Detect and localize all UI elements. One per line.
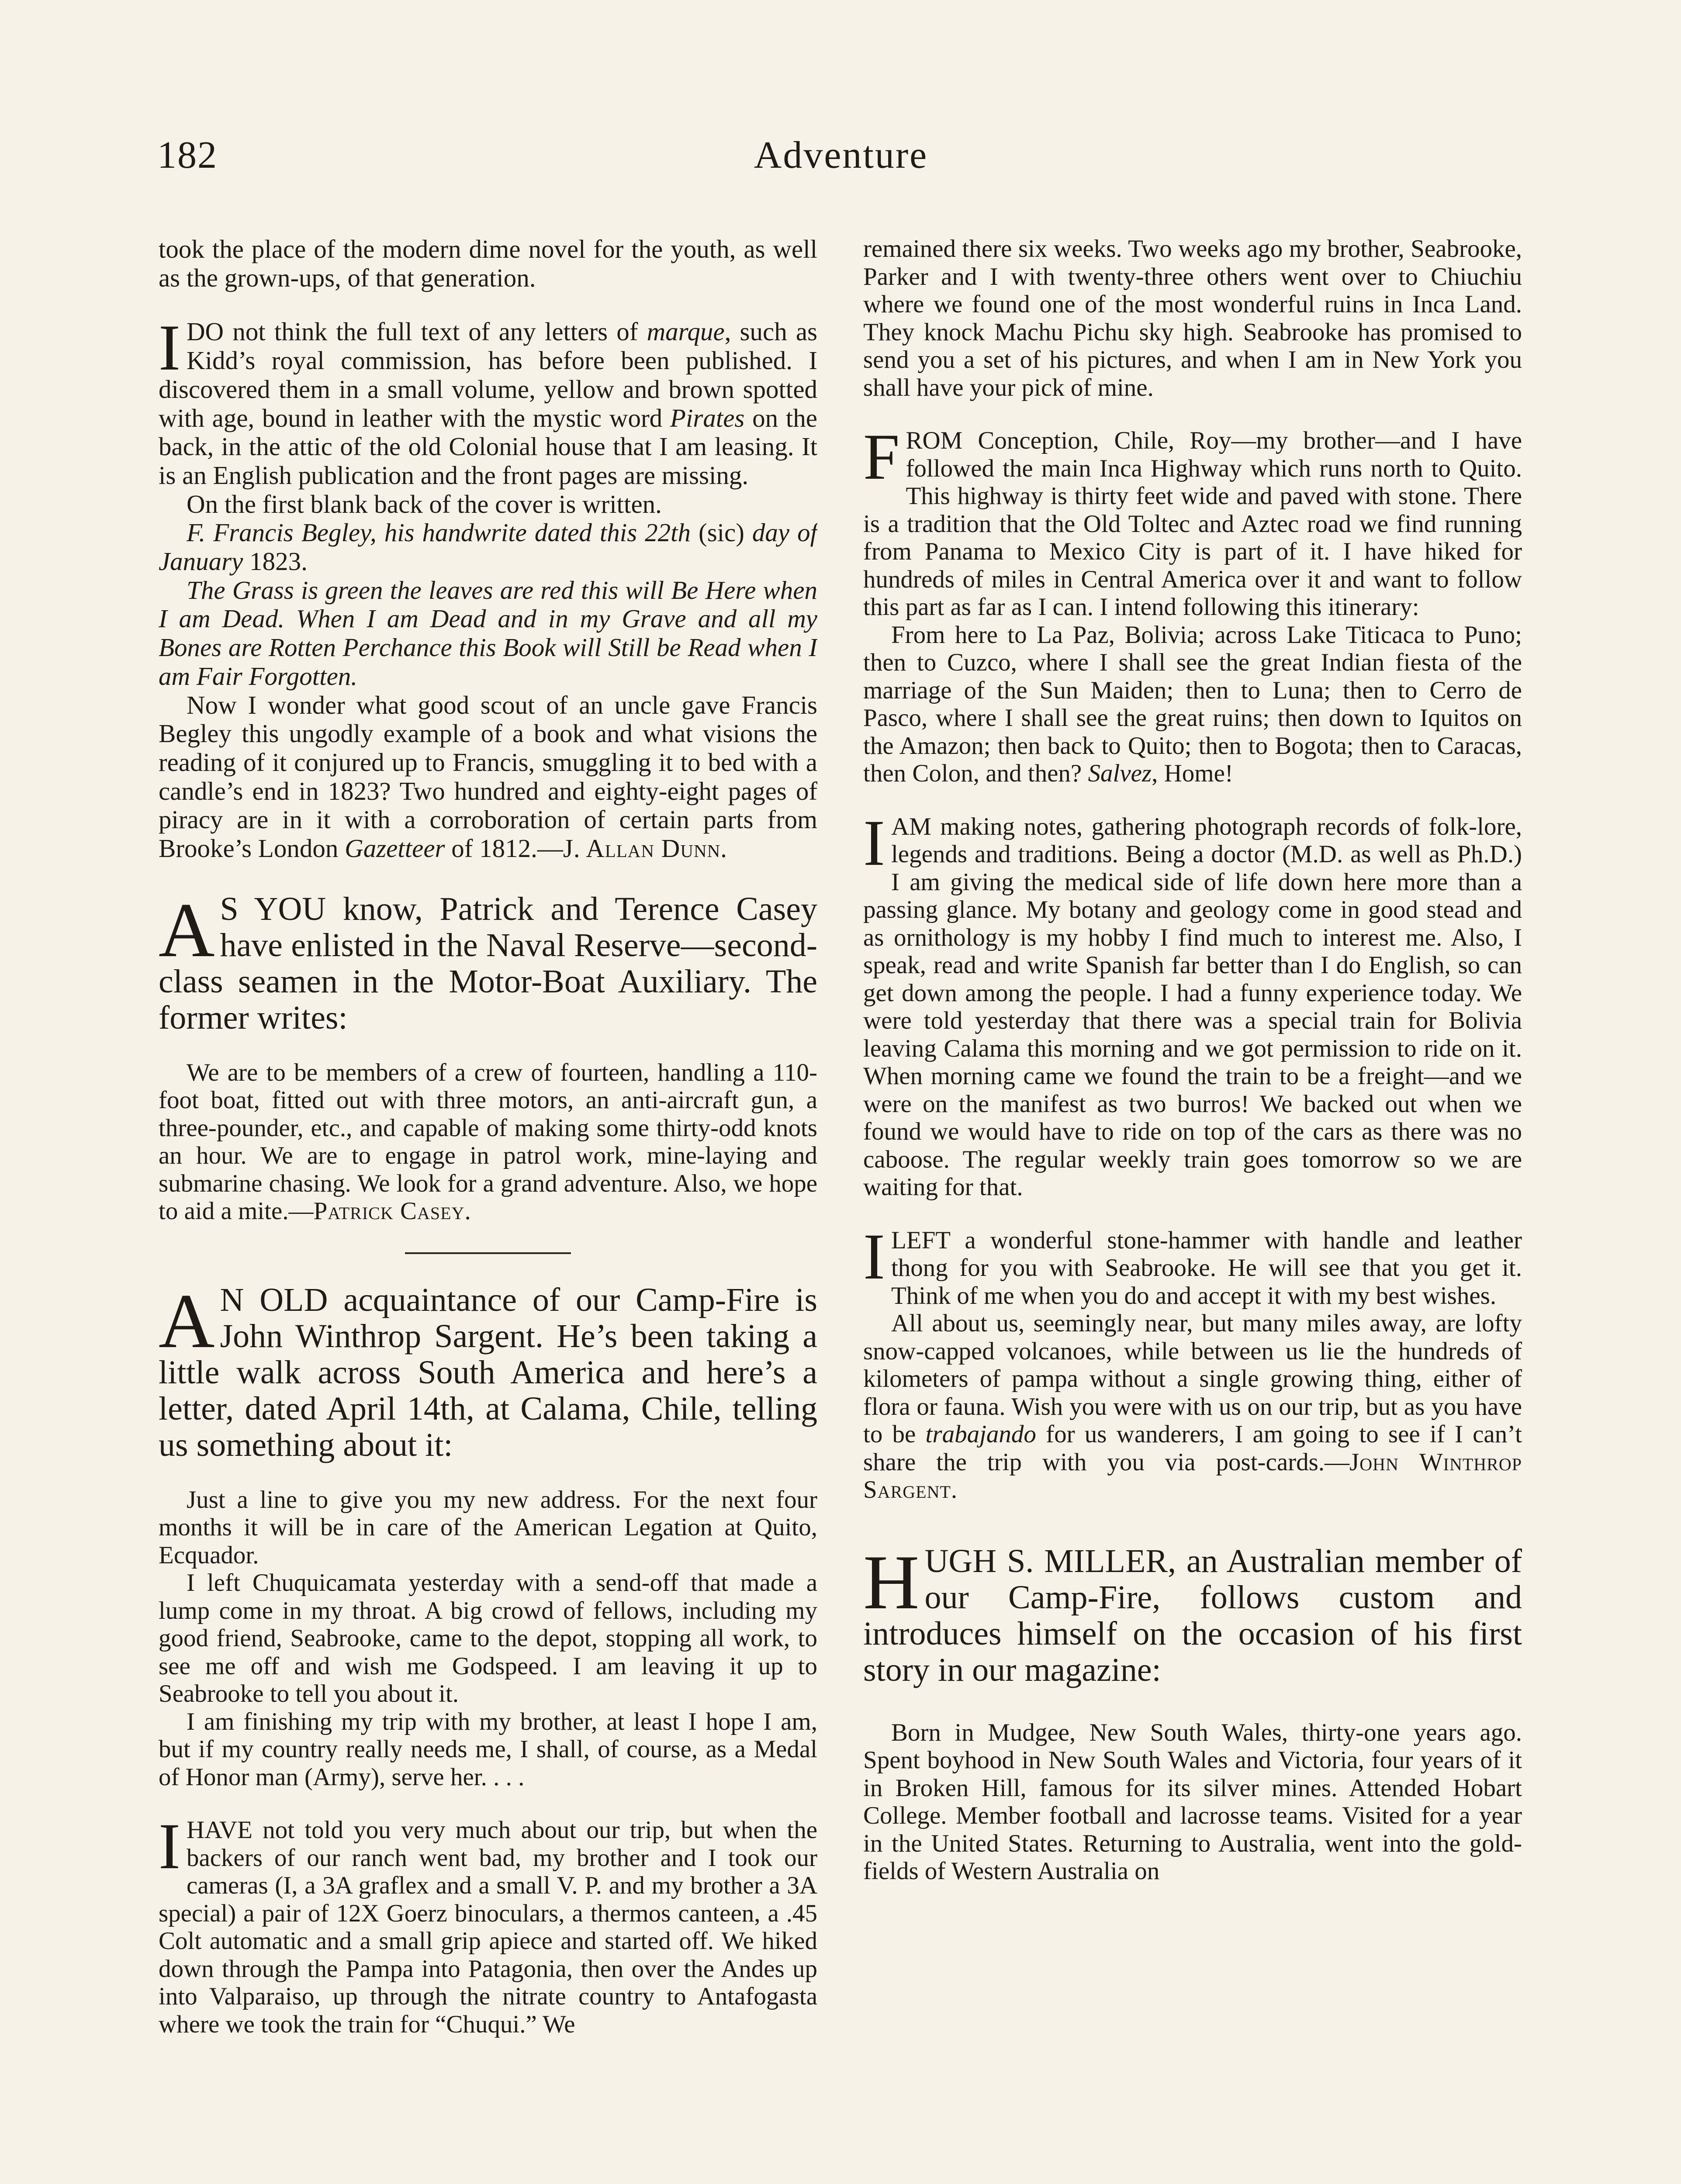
right-column xyxy=(863,235,1522,2184)
paragraph: I am finishing my trip with my brother, at least I hope I am, but if my country really needs me, I shall, of course, as a Medal of Honor man (Army), serve her. . . . xyxy=(159,1707,817,1791)
letter-block xyxy=(863,235,1522,1504)
paragraph: The Grass is green the leaves are red this will Be Here when I am Dead. When I am Dead and in my Grave and all my Bones are Rotten Perchance this Book will Still be Read when I am Fair Forgotten. xyxy=(159,575,817,691)
signature: Patrick Casey. xyxy=(313,1197,471,1225)
section-lead: HUGH S. MILLER, an Australian member of our Camp-Fire, follows custom and introduces himself on the occasion of his first story in our magazine: xyxy=(863,1538,1522,1688)
letter-block xyxy=(159,1486,817,2039)
signature: John Winthrop Sargent. xyxy=(863,1448,1522,1503)
paragraph: F. Francis Begley, his handwrite dated this 22th (sic) day of January 1823. xyxy=(159,518,817,576)
divider-rule xyxy=(405,1252,571,1254)
paragraph: IAM making notes, gathering photograph records of folk-lore, legends and traditions. Being a doctor (M.D. as well as Ph.D.) I am giving the medical side of life down here more than a passing glance. My botany and geology come in good stead and as ornithology is my hobby I find much to interest me. Also, I speak, read and write Spanish far better than I do English, so can get down among the people. I had a funny experience today. We were told yesterday that there was a special train for Bolivia leaving Calama this morning and we got permission to ride on it. When morning came we found the train to be a freight—and we were on the manifest as two burros! We backed out when we found we would have to ride on top of the cars as there was no caboose. The regular weekly train goes tomorrow so we are waiting for that. xyxy=(863,806,1522,1201)
left-column xyxy=(159,235,817,2184)
signature: J. Allan Dunn. xyxy=(563,834,727,863)
paragraph: Just a line to give you my new address. For the next four months it will be in care of the American Legation at Quito, Ecquador. xyxy=(159,1486,817,1569)
paragraph: ILEFT a wonderful stone-hammer with handle and leather thong for you with Seabrooke. He will see that you get it. Think of me when you do and accept it with my best wishes. xyxy=(863,1220,1522,1310)
paragraph: From here to La Paz, Bolivia; across Lake Titicaca to Puno; then to Cuzco, where I shall see the great Indian fiesta of the marriage of the Sun Maiden; then to Luna; then to Cerro de Pasco, where I shall see the great ruins; then down to Iquitos on the Amazon; then back to Quito; then to Bogota; then to Caracas, then Colon, and then? Salvez, Home! xyxy=(863,621,1522,787)
letter-block xyxy=(159,1059,817,1225)
paragraph: Born in Mudgee, New South Wales, thirty-one years ago. Spent boyhood in New South Wales and Victoria, four years of it in Broken Hill, famous for its silver mines. Attended Hobart College. Member football and lacrosse teams. Visited for a year in the United States. Returning to Australia, went into the gold-fields of Western Australia on xyxy=(863,1718,1522,1885)
paragraph: remained there six weeks. Two weeks ago my brother, Seabrooke, Parker and I with twenty-three others went over to Chiuchiu where we found one of the most wonderful ruins in Inca Land. They knock Machu Pichu sky high. Seabrooke has promised to send you a set of his pictures, and when I am in New York you shall have your pick of mine. xyxy=(863,235,1522,401)
paragraph: We are to be members of a crew of fourteen, handling a 110-foot boat, fitted out with three motors, an anti-aircraft gun, a three-pounder, etc., and capable of making some thirty-odd knots an hour. We are to engage in patrol work, mine-laying and submarine chasing. We look for a grand adventure. Also, we hope to aid a mite.—Patrick Casey. xyxy=(159,1058,817,1225)
paragraph: took the place of the modern dime novel for the youth, as well as the grown-ups, of that generation. xyxy=(159,235,817,292)
paragraph: Now I wonder what good scout of an uncle gave Francis Begley this ungodly example of a book and what visions the reading of it conjured up to Francis, smuggling it to bed with a candle’s end in 1823? Two hundred and eighty-eight pages of piracy are in it with a corroboration of certain parts from Brooke’s London Gazetteer of 1812.—J. Allan Dunn. xyxy=(159,690,817,863)
page-number: 182 xyxy=(157,134,218,176)
letter-block xyxy=(863,1719,1522,1885)
section-lead: AS YOU know, Patrick and Terence Casey have enlisted in the Naval Reserve—second-class seamen in the Motor-Boat Auxiliary. The former writes: xyxy=(159,886,817,1036)
paragraph: All about us, seemingly near, but many miles away, are lofty snow-capped volcanoes, while between us lie the hundreds of kilometers of pampa without a single growing thing, either of flora or fauna. Wish you were with us on our trip, but as you have to be trabajando for us wanderers, I am going to see if I can’t share the trip with you via post-cards.—John Winthrop Sargent. xyxy=(863,1310,1522,1503)
paragraph: IHAVE not told you very much about our trip, but when the backers of our ranch went bad, my brother and I took our cameras (I, a 3A graflex and a small V. P. and my brother a 3A special) a pair of 12X Goerz binoculars, a thermos canteen, a .45 Colt automatic and a small grip apiece and started off. We hiked down through the Pampa into Patagonia, then over the Andes up into Valparaiso, up through the nitrate country to Antafogasta where we took the train for “Chuqui.” We xyxy=(159,1810,817,2038)
paragraph: FROM Conception, Chile, Roy—my brother—and I have followed the main Inca Highway which runs north to Quito. This highway is thirty feet wide and paved with stone. There is a tradition that the Old Toltec and Aztec road we find running from Panama to Mexico City is part of it. I have hiked for hundreds of miles in Central America over it and want to follow this part as far as I can. I intend following this itinerary: xyxy=(863,421,1522,621)
paragraph: On the first blank back of the cover is written. xyxy=(187,489,662,518)
page-header xyxy=(157,133,1525,199)
section-lead: AN OLD acquaintance of our Camp-Fire is John Winthrop Sargent. He’s been taking a little walk across South America and here’s a letter, dated April 14th, at Calama, Chile, telling us something about it: xyxy=(159,1277,817,1463)
running-title: Adventure xyxy=(754,134,928,176)
paragraph: I left Chuquicamata yesterday with a send-off that made a lump come in my throat. A big crowd of fellows, including my good friend, Seabrooke, came to the depot, stopping all work, to see me off and wish me Godspeed. I am leaving it up to Seabrooke to tell you about it. xyxy=(159,1569,817,1708)
paragraph: IDO not think the full text of any letters of marque, such as Kidd’s royal commission, has before been published. I discovered them in a small volume, yellow and brown spotted with age, bound in leather with the mystic word Pirates on the back, in the attic of the old Colonial house that I am leasing. It is an English publication and the front pages are missing. xyxy=(159,311,817,490)
